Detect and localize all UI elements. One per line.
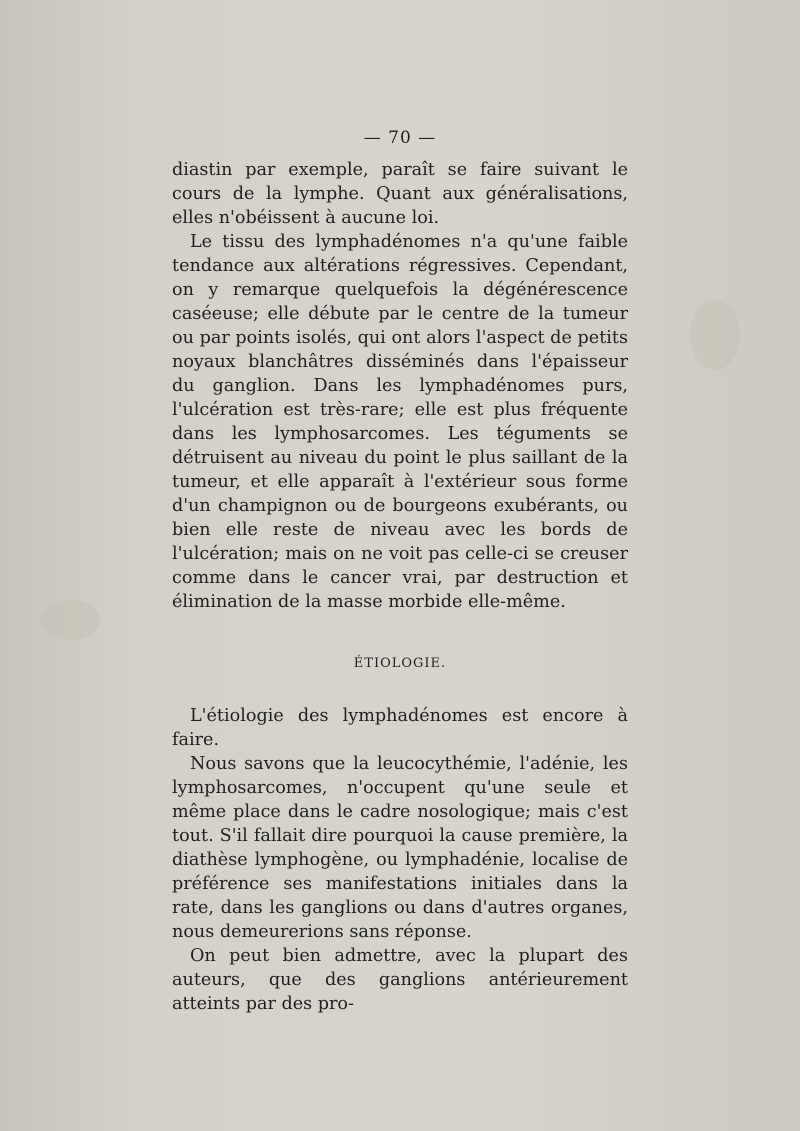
paragraph-5: On peut bien admettre, avec la plupart des auteurs, que des ganglions antérieurement atteints par des pro-	[172, 946, 628, 1014]
paper-stain	[40, 600, 100, 640]
paragraph-1: diastin par exemple, paraît se faire suivant le cours de la lymphe. Quant aux généralisations, elles n'obéissent à aucune loi.	[172, 160, 628, 228]
paragraph-3: L'étiologie des lymphadénomes est encore à faire.	[172, 706, 628, 750]
paper-stain	[690, 300, 740, 370]
page-body	[172, 158, 628, 1016]
paragraph-2: Le tissu des lymphadénomes n'a qu'une faible tendance aux altérations régressives. Cependant, on y remarque quelquefois la dégénérescence caséeuse; elle débute par le centre de la tumeur ou par points isolés, qui ont alors l'aspect de petits noyaux blanchâtres disséminés dans l'épaisseur du ganglion. Dans les lymphadénomes purs, l'ulcération est très-rare; elle est plus fréquente dans les lymphosarcomes. Les téguments se détruisent au niveau du point le plus saillant de la tumeur, et elle apparaît à l'extérieur sous forme d'un champignon ou de bourgeons exubérants, ou bien elle reste de niveau avec les bords de l'ulcération; mais on ne voit pas celle-ci se creuser comme dans le cancer vrai, par destruction et élimination de la masse morbide elle-même.	[172, 232, 628, 612]
page-number: — 70 —	[363, 128, 437, 148]
paragraph-4: Nous savons que la leucocythémie, l'adénie, les lymphosarcomes, n'occupent qu'une seule et même place dans le cadre nosologique; mais c'est tout. S'il fallait dire pourquoi la cause première, la diathèse lymphogène, ou lymphadénie, localise de préférence ses manifestations initiales dans la rate, dans les ganglions ou dans d'autres organes, nous demeurerions sans réponse.	[172, 754, 628, 942]
section-heading: ÉTIOLOGIE.	[353, 656, 447, 671]
